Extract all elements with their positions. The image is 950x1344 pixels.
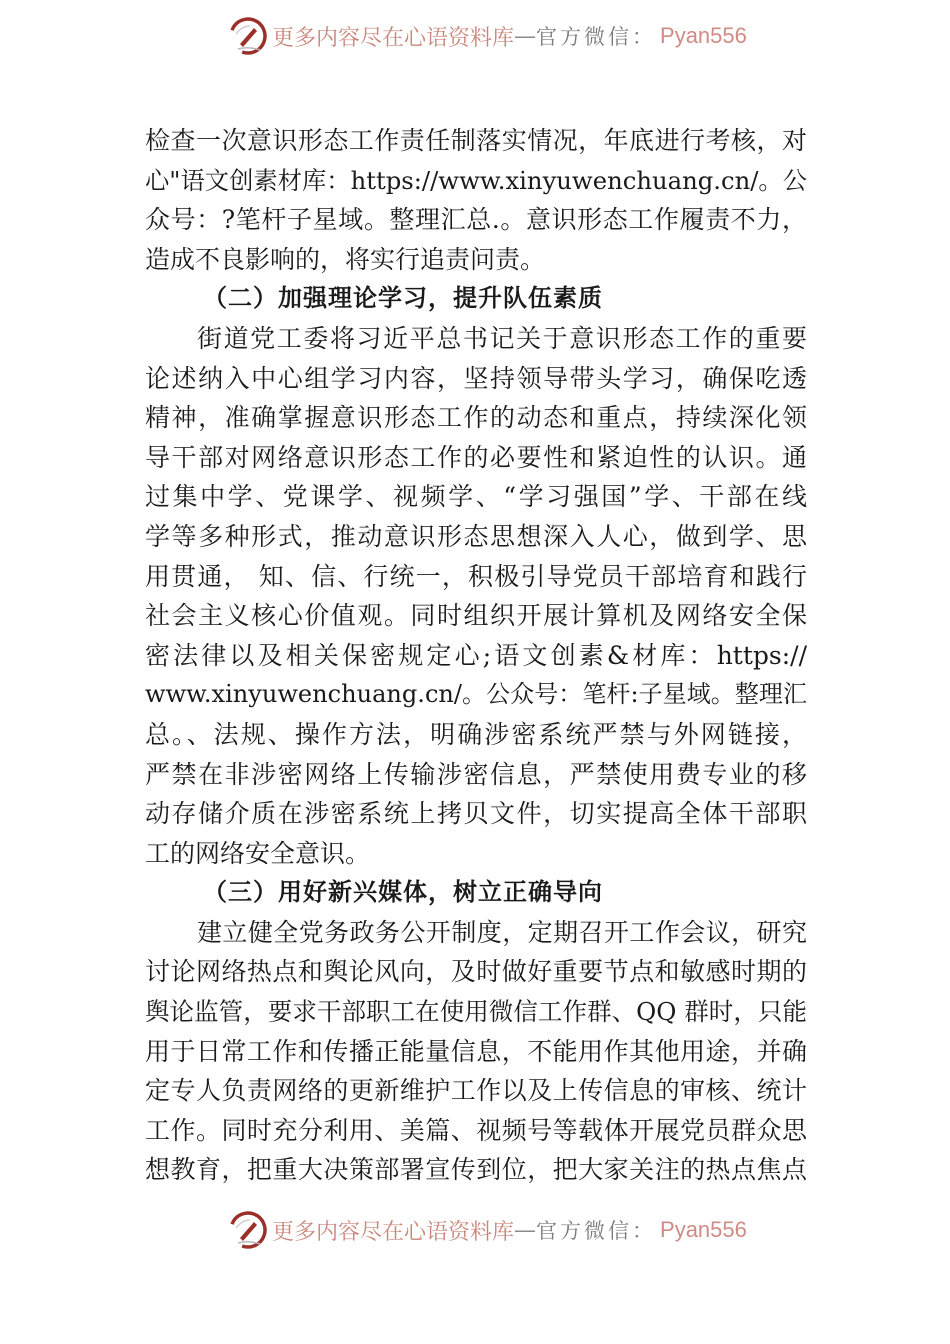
- paragraph-line: 密法律以及相关保密规定心;语文创素&材库：https://: [145, 640, 807, 670]
- banner-wechat-label: 官方微信：: [536, 1219, 657, 1243]
- paragraph-line: 用于日常工作和传播正能量信息，不能用作其他用途，并确: [145, 1036, 807, 1066]
- paragraph-line: 社会主义核心价值观。同时组织开展计算机及网络安全保: [145, 601, 807, 631]
- paragraph-line: 街道党工委将习近平总书记关于意识形态工作的重要: [197, 323, 807, 353]
- section-heading: （二）加强理论学习，提升队伍素质: [203, 284, 603, 313]
- paragraph-line: 讨论网络热点和舆论风向，及时做好重要节点和敏感时期的: [145, 957, 807, 987]
- footer-watermark-banner: [228, 1208, 747, 1252]
- paragraph-line: 心"语文创素材库：https://www.xinyuwenchuang.cn/。公: [145, 165, 807, 195]
- paragraph-line: 造成不良影响的，将实行追责问责。: [145, 244, 546, 274]
- paragraph-line: www.xinyuwenchuang.cn/。公众号：笔杆:子星域。整理汇: [145, 680, 807, 709]
- paragraph-line: 工作。同时充分利用、美篇、视频号等载体开展党员群众思: [145, 1115, 807, 1145]
- paragraph-line: 建立健全党务政务公开制度，定期召开工作会议，研究: [197, 917, 807, 947]
- paragraph-line: 检查一次意识形态工作责任制落实情况，年底进行考核，对: [145, 126, 807, 155]
- paragraph-line: 工的网络安全意识。: [145, 838, 371, 868]
- paragraph-line: 想教育，把重大决策部署宣传到位，把大家关注的热点焦点: [145, 1155, 807, 1185]
- paragraph-line: 定专人负责网络的更新维护工作以及上传信息的审核、统计: [145, 1076, 807, 1106]
- paragraph-line: 导干部对网络意识形态工作的必要性和紧迫性的认识。通: [145, 442, 807, 472]
- paragraph-line: 学等多种形式，推动意识形态思想深入人心，做到学、思: [145, 521, 807, 551]
- banner-dash: —: [514, 23, 537, 49]
- banner-wechat-id: Pyan556: [660, 23, 747, 48]
- banner-main-text: 更多内容尽在心语资料库: [272, 25, 515, 51]
- paragraph-line: 精神，准确掌握意识形态工作的动态和重点，持续深化领: [145, 403, 807, 433]
- quill-pen-logo-icon: [228, 16, 268, 56]
- quill-pen-logo-icon: [228, 1210, 268, 1250]
- header-watermark-banner: [228, 14, 747, 58]
- paragraph-line: 众号：?笔杆子星域。整理汇总.。意识形态工作履责不力，: [145, 205, 807, 235]
- paragraph-line: 用贯通， 知、信、行统一，积极引导党员干部培育和践行: [145, 561, 807, 591]
- paragraph-line: 动存储介质在涉密系统上拷贝文件，切实提高全体干部职: [145, 799, 807, 829]
- paragraph-line: 舆论监管，要求干部职工在使用微信工作群、QQ 群时，只能: [145, 997, 807, 1027]
- banner-dash: —: [514, 1217, 537, 1243]
- section-heading: （三）用好新兴媒体，树立正确导向: [203, 878, 603, 907]
- paragraph-line: 总。、法规、操作方法，明确涉密系统严禁与外网链接，: [145, 719, 807, 749]
- banner-main-text: 更多内容尽在心语资料库: [272, 1219, 515, 1245]
- paragraph-line: 论述纳入中心组学习内容，坚持领导带头学习，确保吃透: [145, 363, 807, 393]
- banner-wechat-label: 官方微信：: [536, 25, 657, 49]
- paragraph-line: 严禁在非涉密网络上传输涉密信息，严禁使用费专业的移: [145, 759, 807, 789]
- document-body: [145, 121, 807, 1190]
- paragraph-line: 过集中学、党课学、视频学、“学习强国”学、干部在线: [145, 482, 807, 512]
- banner-wechat-id: Pyan556: [660, 1217, 747, 1242]
